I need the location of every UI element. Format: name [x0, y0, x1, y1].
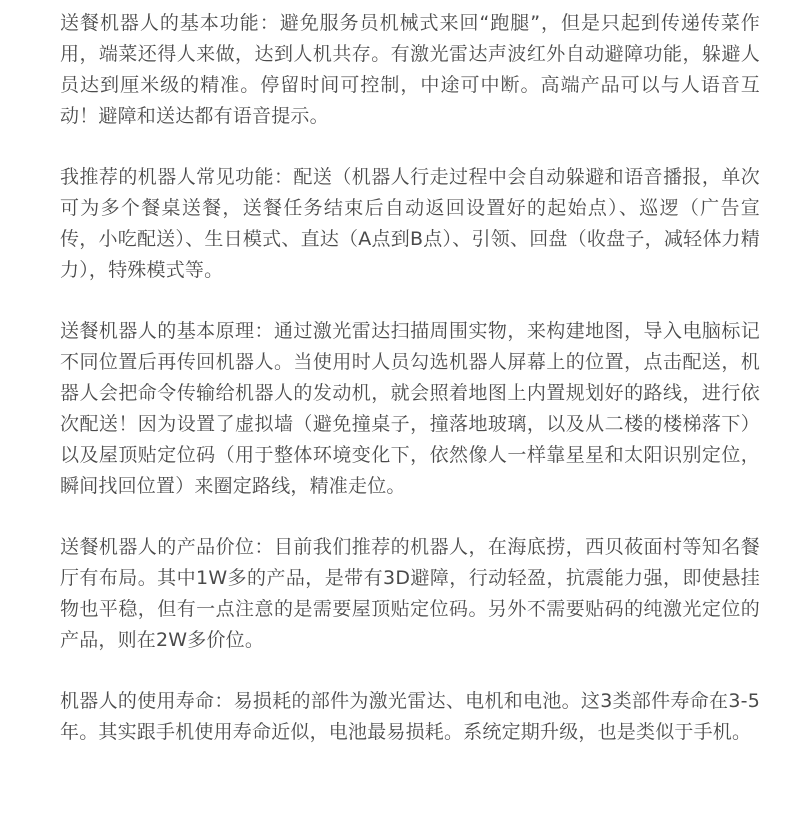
paragraph-common-features: 我推荐的机器人常见功能：配送（机器人行走过程中会自动躲避和语音播报，单次可为多个餐桌送餐，送餐任务结束后自动返回设置好的起始点）、巡逻（广告宣传，小吃配送）、生日模式、直达（A点到B点）、引领、回盘（收盘子，减轻体力精力），特殊模式等。: [60, 166, 760, 281]
paragraph-product-pricing: 送餐机器人的产品价位：目前我们推荐的机器人，在海底捞，西贝莜面村等知名餐厅有布局。其中1W多的产品，是带有3D避障，行动轻盈，抗震能力强，即使悬挂物也平稳，但有一点注意的是需要屋顶贴定位码。另外不需要贴码的纯激光定位的产品，则在2W多价位。: [60, 536, 760, 651]
paragraph-basic-functions: 送餐机器人的基本功能：避免服务员机械式来回“跑腿”，但是只起到传递传菜作用，端菜还得人来做，达到人机共存。有激光雷达声波红外自动避障功能，躲避人员达到厘米级的精准。停留时间可控制，中途可中断。高端产品可以与人语音互动！避障和送达都有语音提示。: [60, 12, 760, 127]
paragraph-working-principle: 送餐机器人的基本原理：通过激光雷达扫描周围实物，来构建地图，导入电脑标记不同位置后再传回机器人。当使用时人员勾选机器人屏幕上的位置，点击配送，机器人会把命令传输给机器人的发动机，就会照着地图上内置规划好的路线，进行依次配送！因为设置了虚拟墙（避免撞桌子，撞落地玻璃，以及从二楼的楼梯落下）以及屋顶贴定位码（用于整体环境变化下，依然像人一样靠星星和太阳识别定位，瞬间找回位置）来圈定路线，精准走位。: [60, 320, 760, 497]
article-body: [60, 8, 760, 748]
paragraph-service-life: 机器人的使用寿命：易损耗的部件为激光雷达、电机和电池。这3类部件寿命在3-5年。其实跟手机使用寿命近似，电池最易损耗。系统定期升级，也是类似于手机。: [60, 690, 760, 743]
